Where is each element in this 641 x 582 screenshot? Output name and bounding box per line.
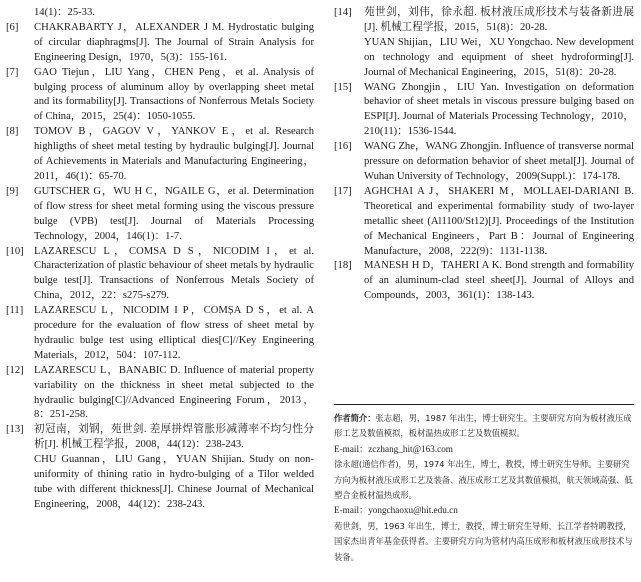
reference-text (364, 140, 634, 185)
reference-item (6, 6, 314, 21)
bio-yuan: 苑世剑，男，1963 年出生，博士，教授，博士研究生导师，长江学者特聘教授，国家杰出青年基金获得者。主要研究方向为管材内高压成形和板材液压成形技术与装备。 (334, 520, 633, 562)
bio-zhang (334, 411, 634, 442)
reference-text (364, 81, 634, 141)
reference-item (6, 304, 314, 364)
reference-text (34, 185, 314, 245)
reference-paragraph: MANESH H D，TAHERI A K. Bond strength and formability of an aluminum-clad steel sheet[J]. Journal of Alloys and Compounds，2003，361(1)：138-143. (364, 260, 634, 302)
references-right-column (334, 6, 634, 304)
reference-number: [10] (6, 245, 24, 257)
reference-number: [6] (6, 21, 19, 33)
reference-item (334, 6, 634, 81)
reference-paragraph: YUAN Shijian，LIU Wei，XU Yongchao. New development on technology and equipment of sheet hydroforming[J]. Journal of Mechanical Engineering，2015，51(8)：20-28. (364, 36, 634, 78)
references-left-column (6, 6, 314, 513)
reference-paragraph: 初冠南，刘钢，苑世剑. 差厚拼焊管胀形减薄率不均匀性分析[J]. 机械工程学报，2008，44(12)：238-243. (34, 424, 314, 451)
reference-number: [18] (334, 260, 352, 272)
reference-paragraph: CHAKRABARTY J，ALEXANDER J M. Hydrostatic bulging of circular diaphragms[J]. The Journal of Strain Analysis for Engineering Design，1970，5(3)：155-161. (34, 21, 314, 63)
reference-paragraph: LAZARESCU L，BANABIC D. Influence of material property variability on the thickness in sheet metal subjected to the hydraulic bulging[C]//Advanced Engineering Forum，2013，8：251-258. (34, 364, 314, 421)
reference-text (364, 185, 634, 260)
author-bio-section (334, 404, 634, 565)
reference-text (34, 21, 314, 66)
reference-paragraph: CHU Guannan，LIU Gang，YUAN Shijian. Study on non-uniformity of thining ratio in hydro-bulging of a Tilor welded tube with different thickness[J]. Chinese Journal of Mechanical Engineering，2008，44(12)：238-243. (34, 454, 314, 510)
bio-zhang-email: E-mail：zczhang_hit@163.com (334, 443, 453, 454)
bio-lead: 作者简介： (334, 413, 376, 423)
reference-paragraph: LAZARESCU L，COMSA D S，NICODIM I，et al. Characterization of plastic behaviour of sheet metals by hydraulic bulge test[J]. Transactions of Nonferrous Metals Society of China，2012，22：s275-s279. (34, 245, 314, 302)
reference-number: [13] (6, 424, 24, 436)
reference-text (34, 125, 314, 185)
reference-number: [8] (6, 126, 19, 138)
reference-number: [15] (334, 81, 352, 93)
reference-text (34, 423, 314, 512)
reference-number: [17] (334, 185, 352, 197)
bio-xu-email: E-mail：yongchaoxu@hit.edu.cn (334, 505, 458, 516)
reference-number: [11] (6, 305, 24, 317)
reference-text (34, 304, 314, 364)
reference-number: [14] (334, 7, 352, 18)
reference-item (334, 81, 634, 141)
reference-text (34, 364, 314, 424)
reference-paragraph: GAO Tiejun，LIU Yang，CHEN Peng，et al. Analysis of bulging process of aluminum alloy by overlapping sheet metal and its formability[J]. Transactions of Nonferrous Metals Society of China，2015，25(4)：1050-1055. (34, 66, 314, 123)
bio-zhang-text: 张志超，男，1987 年出生，博士研究生。主要研究方向为板材液压成形工艺及数值模拟，板材温热成形工艺及数值模拟。 (334, 413, 632, 439)
reference-paragraph: LAZARESCU L，NICODIM I P，COMȘA D S，et al. A procedure for the evaluation of flow stress of sheet metal by hydraulic bulge test using elliptical dies[C]//Key Engineering Materials，2012，504：107-112. (34, 305, 314, 361)
reference-number: [16] (334, 141, 352, 153)
reference-item (334, 140, 634, 185)
reference-number (6, 6, 34, 21)
reference-paragraph: 14(1)：25-33. (34, 7, 95, 18)
reference-item (334, 185, 634, 260)
reference-item (6, 21, 314, 66)
reference-text (34, 245, 314, 305)
reference-paragraph: WANG Zhe，WANG Zhongjin. Influence of transverse normal pressure on deformation behavior of sheet metal[J]. Journal of Wuhan University of Technology，2009(Suppl.)：174-178. (364, 141, 634, 182)
reference-text (364, 259, 634, 304)
reference-item (6, 245, 314, 305)
bio-xu: 徐永超(通信作者)，男，1974 年出生，博士，教授，博士研究生导师。主要研究方向为板材液压成形工艺及装备、液压成形工艺及其数值模拟，航天领域高强、低塑合金板材温热成形。 (334, 459, 633, 501)
reference-paragraph: AGHCHAI A J，SHAKERI M，MOLLAEI-DARIANI B. Theoretical and experimental formability study of two-layer metallic sheet (Al1100/St12)[J]. Proceedings of the Institution of Mechanical Engineers，Part B：Journal of Engineering Manufacture，2008，222(9)：1131-1138. (364, 185, 634, 257)
reference-text (364, 6, 634, 81)
reference-item (334, 259, 634, 304)
reference-paragraph: TOMOV B，GAGOV V，YANKOV E，et al. Research highligths of sheet metal testing by hydraulic bulging[J]. Journal of Achievements in Materials and Manufacturing Engineering，2011，46(1)：65-70. (34, 126, 314, 182)
reference-number: [7] (6, 66, 19, 78)
reference-item (6, 185, 314, 245)
reference-item (6, 66, 314, 126)
reference-item (6, 364, 314, 424)
reference-item (6, 423, 314, 512)
reference-text (34, 66, 314, 126)
reference-text (34, 6, 314, 21)
reference-paragraph: 苑世剑，刘伟，徐永超. 板材液压成形技术与装备新进展[J]. 机械工程学报，2015，51(8)：20-28. (364, 7, 634, 33)
reference-item (6, 125, 314, 185)
reference-paragraph: WANG Zhongjin，LIU Yan. Investigation on deformation behavior of sheet metals in viscous pressure bulging based on ESPI[J]. Journal of Materials Processing Technology，2010，210(11)：1536-1544. (364, 81, 634, 138)
reference-number: [9] (6, 185, 19, 197)
reference-number: [12] (6, 364, 24, 376)
reference-paragraph: GUTSCHER G，WU H C，NGAILE G，et al. Determination of flow stress for sheet metal forming using the viscous pressure bulge (VPB) test[J]. Journal of Materials Processing Technology，2004，146(1)：1-7. (34, 185, 314, 242)
